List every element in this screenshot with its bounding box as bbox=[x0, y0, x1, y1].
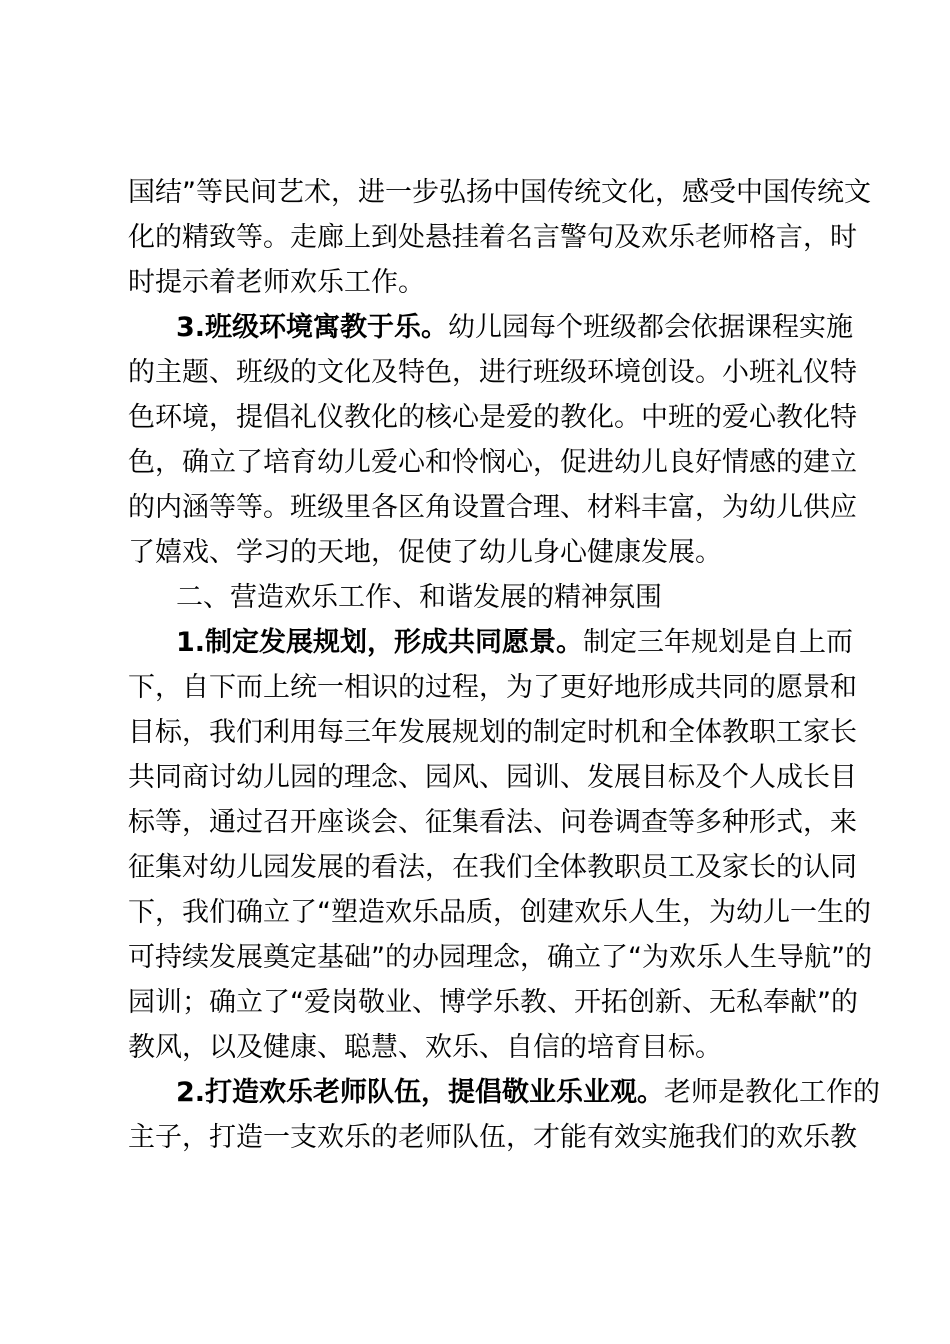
paragraph-line bbox=[128, 216, 857, 260]
paragraph-line bbox=[128, 441, 857, 485]
line-text: 共同商讨幼儿园的理念、园风、园训、发展目标及个人成长目 bbox=[128, 762, 857, 793]
paragraph-line bbox=[176, 306, 854, 350]
line-text: 色环境，提倡礼仪教化的核心是爱的教化。中班的爱心教化特 bbox=[128, 402, 857, 433]
line-text: 目标，我们利用每三年发展规划的制定时机和全体教职工家长 bbox=[128, 717, 857, 748]
line-text: 教风，以及健康、聪慧、欢乐、自信的培育目标。 bbox=[128, 1032, 722, 1063]
line-text: 老师是教化工作的 bbox=[664, 1077, 881, 1108]
line-text: 了嬉戏、学习的天地，促使了幼儿身心健康发展。 bbox=[128, 537, 722, 568]
paragraph-line bbox=[128, 891, 871, 935]
paragraph-line bbox=[176, 621, 854, 665]
paragraph-line bbox=[128, 1026, 828, 1070]
section-title-text: 二、营造欢乐工作、和谐发展的精神氛围 bbox=[176, 582, 662, 613]
line-text: 的主题、班级的文化及特色，进行班级环境创设。小班礼仪特 bbox=[128, 357, 857, 388]
paragraph-line bbox=[128, 756, 857, 800]
paragraph-line bbox=[128, 846, 857, 890]
paragraph-line bbox=[176, 1071, 881, 1115]
paragraph-line bbox=[128, 531, 828, 575]
line-text: 制定三年规划是自上而 bbox=[583, 627, 854, 658]
line-text: 幼儿园每个班级都会依据课程实施 bbox=[448, 312, 854, 343]
line-text: 国结”等民间艺术，进一步弘扬中国传统文化，感受中国传统文 bbox=[128, 177, 871, 208]
paragraph-line bbox=[128, 711, 857, 755]
section-heading: 2.打造欢乐老师队伍，提倡敬业乐业观。 bbox=[176, 1077, 665, 1108]
line-text: 下，我们确立了“塑造欢乐品质，创建欢乐人生，为幼儿一生的 bbox=[128, 897, 871, 928]
section-heading: 3.班级环境寓教于乐。 bbox=[176, 312, 449, 343]
paragraph-line bbox=[128, 666, 857, 710]
paragraph-line bbox=[128, 351, 857, 395]
section-title bbox=[176, 576, 828, 620]
line-text: 园训；确立了“爱岗敬业、博学乐教、开拓创新、无私奉献”的 bbox=[128, 987, 858, 1018]
line-text: 的内涵等等。班级里各区角设置合理、材料丰富，为幼儿供应 bbox=[128, 492, 857, 523]
line-text: 征集对幼儿园发展的看法，在我们全体教职员工及家长的认同 bbox=[128, 852, 857, 883]
line-text: 时提示着老师欢乐工作。 bbox=[128, 267, 425, 298]
paragraph-line bbox=[128, 171, 871, 215]
line-text: 化的精致等。走廊上到处悬挂着名言警句及欢乐老师格言，时 bbox=[128, 222, 857, 253]
paragraph-line bbox=[128, 981, 858, 1025]
line-text: 下，自下而上统一相识的过程，为了更好地形成共同的愿景和 bbox=[128, 672, 857, 703]
paragraph-line bbox=[128, 261, 828, 305]
paragraph-line bbox=[128, 396, 857, 440]
paragraph-line bbox=[128, 1116, 857, 1160]
line-text: 标等，通过召开座谈会、征集看法、问卷调查等多种形式，来 bbox=[128, 807, 857, 838]
paragraph-line bbox=[128, 801, 857, 845]
paragraph-line bbox=[128, 486, 857, 530]
line-text: 主子，打造一支欢乐的老师队伍，才能有效实施我们的欢乐教 bbox=[128, 1122, 857, 1153]
paragraph-line bbox=[128, 936, 872, 980]
line-text: 色，确立了培育幼儿爱心和怜悯心，促进幼儿良好情感的建立 bbox=[128, 447, 857, 478]
line-text: 可持续发展奠定基础”的办园理念，确立了“为欢乐人生导航”的 bbox=[128, 942, 872, 973]
section-heading: 1.制定发展规划，形成共同愿景。 bbox=[176, 627, 584, 658]
